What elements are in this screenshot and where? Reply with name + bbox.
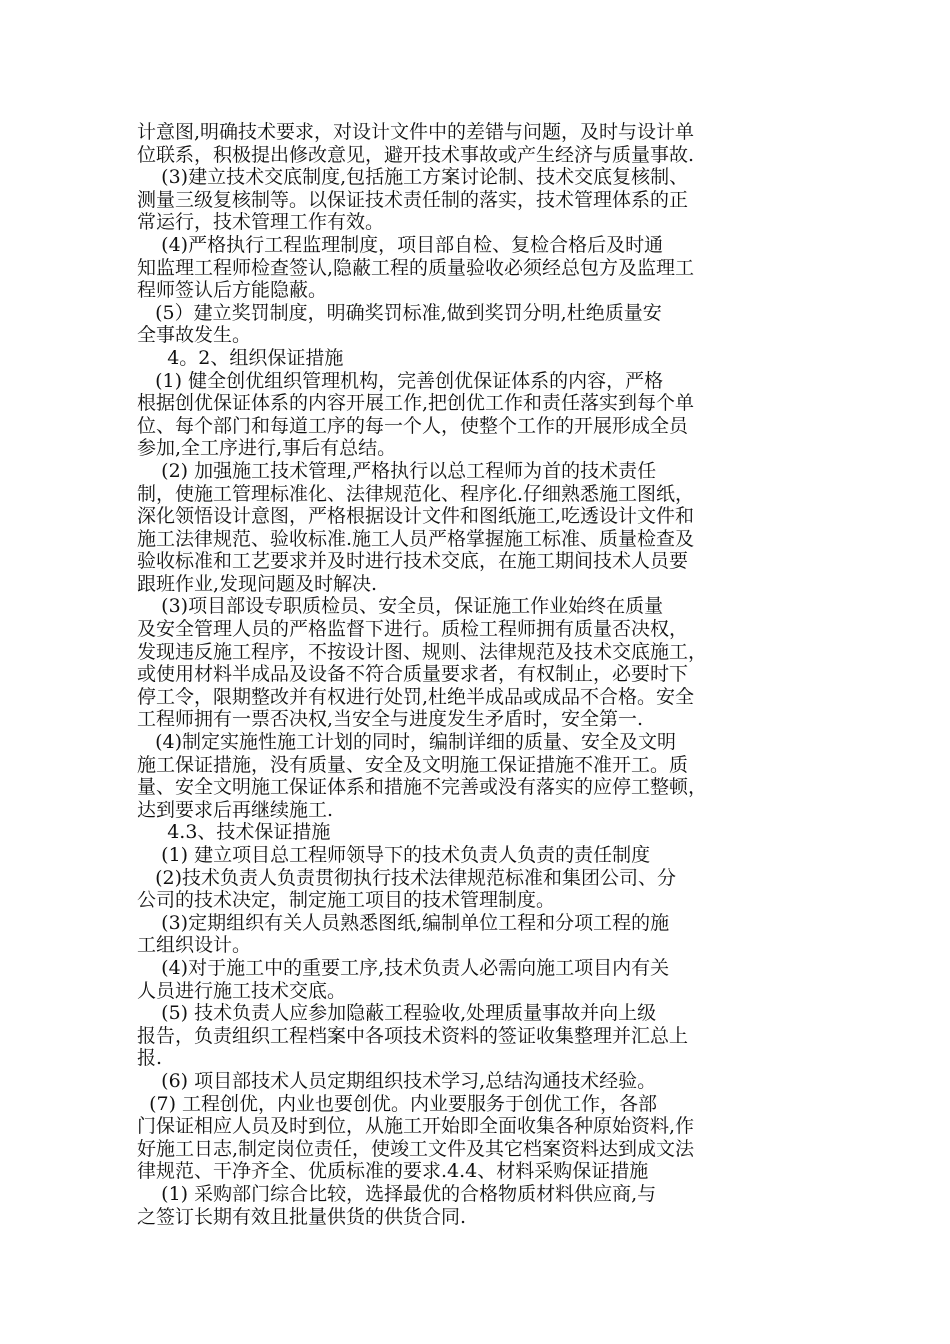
text-line: 律规范、干净齐全、优质标准的要求.4.4、材料采购保证措施 [137,1160,649,1183]
text-line: 好施工日志,制定岗位责任，使竣工文件及其它档案资料达到成文法 [137,1137,695,1160]
text-line: 达到要求后再继续施工. [137,798,334,821]
text-line: 验收标准和工艺要求并及时进行技术交底，在施工期间技术人员要 [137,550,689,573]
text-line: 位、每个部门和每道工序的每一个人，使整个工作的开展形成全员 [137,414,689,437]
text-line: 4.3、技术保证措施 [137,821,331,844]
text-line: (4)严格执行工程监理制度，项目部自检、复检合格后及时通 [137,233,664,256]
text-line: 制，使施工管理标准化、法律规范化、程序化.仔细熟悉施工图纸， [137,482,695,505]
text-line: (1) 采购部门综合比较，选择最优的合格物质材料供应商,与 [137,1182,657,1205]
text-line: (3)项目部设专职质检员、安全员，保证施工作业始终在质量 [137,595,664,618]
text-line: 4。2、组织保证措施 [137,346,344,369]
text-line: (2) 加强施工技术管理,严格执行以总工程师为首的技术责任 [137,459,657,482]
text-line: 施工法律规范、验收标准.施工人员严格掌握施工标准、质量检查及 [137,527,695,550]
text-line: (1) 健全创优组织管理机构，完善创优保证体系的内容，严格 [137,369,664,392]
text-line: (4)对于施工中的重要工序,技术负责人必需向施工项目内有关 [137,956,670,979]
text-line: 常运行，技术管理工作有效。 [137,211,385,234]
text-line: 工组织设计。 [137,934,252,957]
text-line: 程师签认后方能隐蔽。 [137,279,328,302]
text-line: 报告，负责组织工程档案中各项技术资料的签证收集整理并汇总上 [137,1024,689,1047]
text-line: 或使用材料半成品及设备不符合质量要求者，有权制止，必要时下 [137,663,689,686]
text-line: 参加,全工序进行,事后有总结。 [137,437,397,460]
text-line: (3)建立技术交底制度,包括施工方案讨论制、技术交底复核制、 [137,166,689,189]
text-line: 公司的技术决定，制定施工项目的技术管理制度。 [137,889,556,912]
text-line: (1) 建立项目总工程师领导下的技术负责人负责的责任制度 [137,844,651,866]
text-line: (7) 工程创优，内业也要创优。内业要服务于创优工作，各部 [137,1092,658,1115]
text-line: 施工保证措施，没有质量、安全及文明施工保证措施不准开工。质 [137,753,689,776]
text-line: 人员进行施工技术交底。 [137,979,347,1002]
text-line: 报. [137,1047,163,1070]
text-line: 门保证相应人员及时到位，从施工开始即全面收集各种原始资料,作 [137,1115,695,1138]
text-line: 根据创优保证体系的内容开展工作,把创优工作和责任落实到每个单 [137,392,695,415]
text-line: 测量三级复核制等。以保证技术责任制的落实，技术管理体系的正 [137,188,689,211]
text-line: 知监理工程师检查签认,隐蔽工程的质量验收必须经总包方及监理工 [137,256,695,279]
text-line: 量、安全文明施工保证体系和措施不完善或没有落实的应停工整顿， [137,776,708,799]
text-line: (5）建立奖罚制度，明确奖罚标准,做到奖罚分明,杜绝质量安 [137,301,662,324]
text-line: 之签订长期有效且批量供货的供货合同. [137,1205,467,1228]
text-line: 工程师拥有一票否决权,当安全与进度发生矛盾时，安全第一. [137,708,644,731]
text-line: (6) 项目部技术人员定期组织技术学习,总结沟通技术经验。 [137,1069,657,1092]
text-line: 计意图,明确技术要求，对设计文件中的差错与问题，及时与设计单 [137,121,695,143]
text-line: (4)制定实施性施工计划的同时，编制详细的质量、安全及文明 [137,731,677,754]
text-line: 深化领悟设计意图，严格根据设计文件和图纸施工,吃透设计文件和 [137,505,695,528]
text-line: 发现违反施工程序，不按设计图、规则、法律规范及技术交底施工， [137,640,708,663]
text-line: (2)技术负责人负责贯彻执行技术法律规范标准和集团公司、分 [137,866,677,889]
text-line: (3)定期组织有关人员熟悉图纸,编制单位工程和分项工程的施 [137,911,670,934]
text-line: 全事故发生。 [137,324,252,347]
text-line: (5) 技术负责人应参加隐蔽工程验收,处理质量事故并向上级 [137,1002,657,1025]
text-line: 跟班作业,发现问题及时解决. [137,572,378,595]
document-body [137,121,817,1228]
text-line: 停工令，限期整改并有权进行处罚,杜绝半成品或成品不合格。安全 [137,685,695,708]
text-line: 位联系，积极提出修改意见，避开技术事故或产生经济与质量事故. [137,143,695,166]
text-line: 及安全管理人员的严格监督下进行。质检工程师拥有质量否决权， [137,618,689,641]
